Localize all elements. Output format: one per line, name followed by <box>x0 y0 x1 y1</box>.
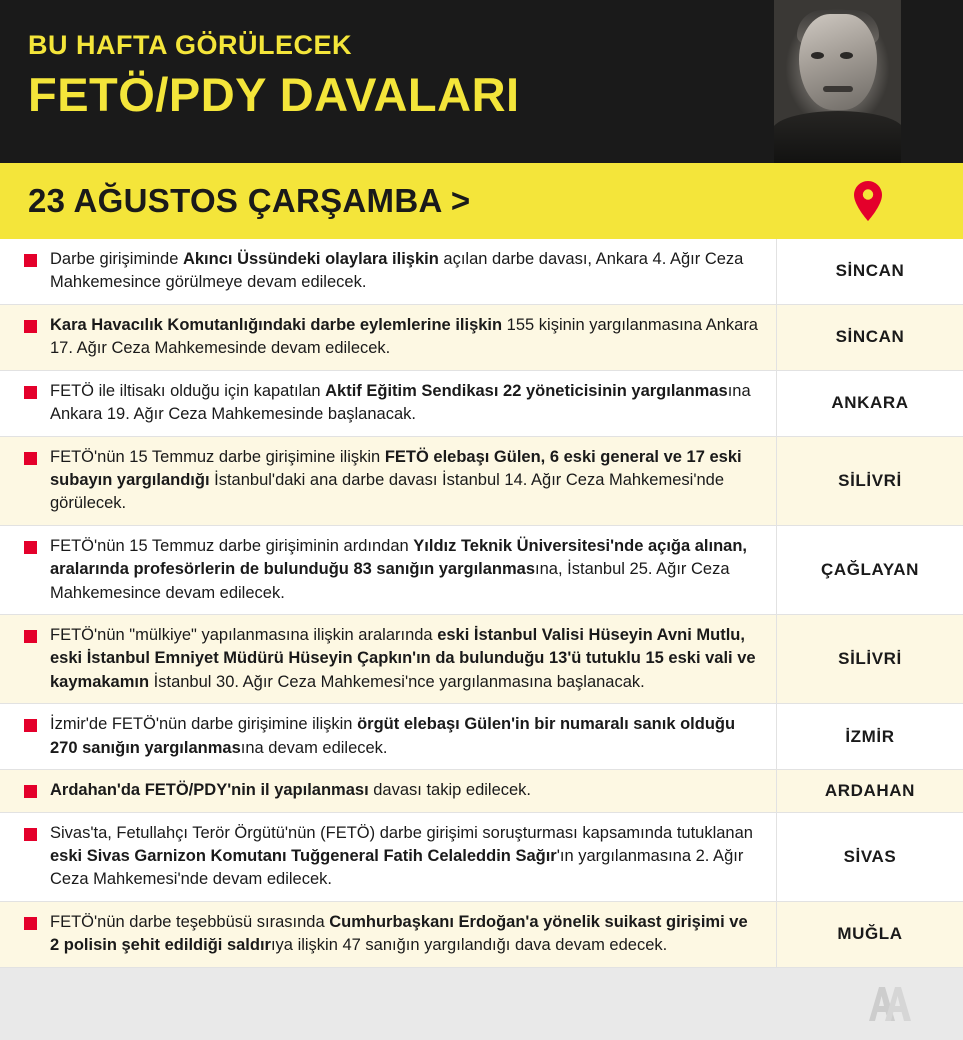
case-description-cell <box>0 239 776 304</box>
portrait-eye-left <box>811 52 824 59</box>
aa-logo <box>855 981 915 1027</box>
table-row[interactable] <box>0 615 963 704</box>
table-row[interactable] <box>0 305 963 371</box>
page-title: FETÖ/PDY DAVALARI <box>28 68 520 121</box>
table-row[interactable] <box>0 371 963 437</box>
case-city-cell <box>776 437 963 525</box>
header-banner <box>0 0 963 163</box>
case-description: FETÖ'nün darbe teşebbüsü sırasında Cumhurbaşkanı Erdoğan'a yönelik suikast girişimi ve 2 polisin şehit edildiği saldırıya ilişkin 47 sanığın yargılandığı dava devam edecek. <box>50 912 748 955</box>
table-row[interactable] <box>0 437 963 526</box>
table-row[interactable] <box>0 770 963 812</box>
case-description: İzmir'de FETÖ'nün darbe girişimine ilişkin örgüt elebaşı Gülen'in bir numaralı sanık olduğu 270 sanığın yargılanmasına devam edilecek. <box>50 715 736 757</box>
square-bullet-icon <box>24 719 37 732</box>
case-city: MUĞLA <box>837 924 903 944</box>
case-description: Ardahan'da FETÖ/PDY'nin il yapılanması davası takip edilecek. <box>50 781 532 800</box>
case-city-cell <box>776 704 963 769</box>
case-list <box>0 239 963 968</box>
case-city: SİLİVRİ <box>838 649 902 669</box>
portrait-face <box>799 14 877 110</box>
square-bullet-icon <box>24 630 37 643</box>
footer-bar <box>0 968 963 1040</box>
case-description: Kara Havacılık Komutanlığındaki darbe eylemlerine ilişkin 155 kişinin yargılanmasına Ankara 17. Ağır Ceza Mahkemesinde devam edilecek. <box>50 315 758 358</box>
table-row[interactable] <box>0 813 963 902</box>
case-description-cell <box>0 305 776 370</box>
case-city-cell <box>776 526 963 614</box>
case-city: İZMİR <box>845 726 895 746</box>
case-description-cell <box>0 615 776 703</box>
header-text-group <box>28 30 520 121</box>
portrait-photo <box>774 0 901 163</box>
case-description-cell <box>0 526 776 614</box>
case-city-cell <box>776 615 963 703</box>
case-description: FETÖ ile iltisakı olduğu için kapatılan Aktif Eğitim Sendikası 22 yöneticisinin yargılanmasına Ankara 19. Ağır Ceza Mahkemesinde başlanacak. <box>50 381 751 424</box>
portrait-eye-right <box>840 52 853 59</box>
square-bullet-icon <box>24 828 37 841</box>
case-city: SİLİVRİ <box>838 470 902 490</box>
case-city: ARDAHAN <box>824 780 916 800</box>
location-pin-wrap <box>773 163 963 239</box>
portrait-mouth <box>823 86 853 92</box>
case-city-cell <box>776 371 963 436</box>
square-bullet-icon <box>24 917 37 930</box>
case-description: FETÖ'nün 15 Temmuz darbe girişimine ilişkin FETÖ elebaşı Gülen, 6 eski general ve 17 eski subayın yargılandığı İstanbul'daki ana darbe davası İstanbul 14. Ağır Ceza Mahkemesi'nde görülecek. <box>50 447 742 513</box>
case-city: SİNCAN <box>835 327 905 347</box>
square-bullet-icon <box>24 386 37 399</box>
square-bullet-icon <box>24 785 37 798</box>
case-description: FETÖ'nün "mülkiye" yapılanmasına ilişkin aralarında eski İstanbul Valisi Hüseyin Avni Mutlu, eski İstanbul Emniyet Müdürü Hüseyin Çapkın'ın da bulunduğu 13'ü tutuklu 15 eski vali ve kaymakamın İstanbul 30. Ağır Ceza Mahkemesi'nce yargılanmasına başlanacak. <box>50 626 756 691</box>
case-city-cell <box>776 813 963 901</box>
case-description-cell <box>0 437 776 525</box>
header-kicker: BU HAFTA GÖRÜLECEK <box>28 30 352 60</box>
case-city-cell <box>776 902 963 967</box>
case-description-cell <box>0 704 776 769</box>
case-description: Sivas'ta, Fetullahçı Terör Örgütü'nün (FETÖ) darbe girişimi soruşturması kapsamında tutuklanan eski Sivas Garnizon Komutanı Tuğgeneral Fatih Celaleddin Sağır'ın yargılanmasına 2. Ağır Ceza Mahkemesi'nde devam edilecek. <box>50 823 753 889</box>
case-description: FETÖ'nün 15 Temmuz darbe girişiminin ardından Yıldız Teknik Üniversitesi'nde açığa alınan, aralarında profesörlerin de bulunduğu 83 sanığın yargılanmasına, İstanbul 25. Ağır Ceza Mahkemesince devam edilecek. <box>50 536 748 602</box>
table-row[interactable] <box>0 704 963 770</box>
case-city: ÇAĞLAYAN <box>820 559 919 579</box>
portrait-body <box>774 111 901 163</box>
case-description-cell <box>0 813 776 901</box>
case-description-cell <box>0 770 776 811</box>
case-description: Darbe girişiminde Akıncı Üssündeki olaylara ilişkin açılan darbe davası, Ankara 4. Ağır Ceza Mahkemesince görülmeye devam edilecek. <box>50 250 744 292</box>
square-bullet-icon <box>24 254 37 267</box>
date-title: 23 AĞUSTOS ÇARŞAMBA > <box>28 182 471 219</box>
table-row[interactable] <box>0 902 963 968</box>
case-city-cell <box>776 239 963 304</box>
case-city: SİVAS <box>843 846 897 866</box>
case-city-cell <box>776 305 963 370</box>
square-bullet-icon <box>24 320 37 333</box>
case-city-cell <box>776 770 963 811</box>
table-row[interactable] <box>0 526 963 615</box>
case-description-cell <box>0 371 776 436</box>
table-row[interactable] <box>0 239 963 305</box>
location-pin-icon <box>853 181 883 221</box>
date-bar <box>0 163 963 239</box>
case-city: ANKARA <box>831 393 909 413</box>
case-city: SİNCAN <box>835 261 905 281</box>
case-description-cell <box>0 902 776 967</box>
square-bullet-icon <box>24 541 37 554</box>
square-bullet-icon <box>24 452 37 465</box>
